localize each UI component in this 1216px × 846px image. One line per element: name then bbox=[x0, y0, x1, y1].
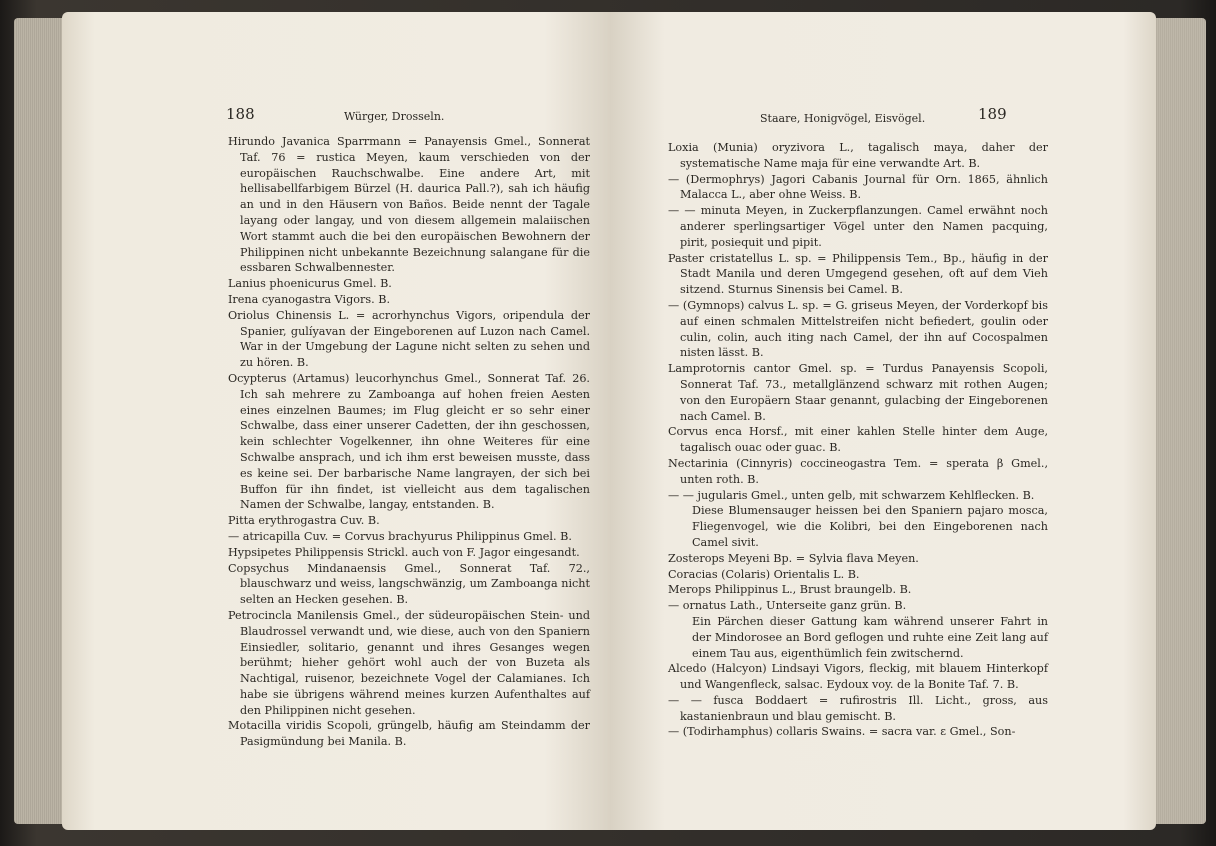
entry: Motacilla viridis Scopoli, grüngelb, häufig am Steindamm der Pasigmündung bei Manila. B. bbox=[228, 719, 590, 749]
page-number-right: 189 bbox=[978, 105, 1007, 123]
page-number-left: 188 bbox=[226, 105, 255, 123]
entry: Alcedo (Halcyon) Lindsayi Vigors, fleckig, mit blauem Hinterkopf und Wangenfleck, salsac. Eydoux voy. de la Bonite Taf. 7. B. bbox=[668, 662, 1048, 692]
entry: Oriolus Chinensis L. = acrorhynchus Vigors, oripendula der Spanier, gulíyavan der Eingeborenen auf Luzon nach Camel. War in der Umgebung der Lagune nicht selten zu sehen und zu hören. B. bbox=[228, 308, 590, 370]
entry: Merops Philippinus L., Brust braungelb. B. bbox=[668, 583, 912, 597]
entry: Ocypterus (Artamus) leucorhynchus Gmel., Sonnerat Taf. 26. Ich sah mehrere zu Zamboanga auf hohen freien Aesten eines einzelnen Baumes; im Flug gleicht er so sehr einer Schwalbe, dass einer unserer Cadetten, der ihn geschossen, kein schlechter Vogelkenner, ihn ohne Weiteres für eine Schwalbe ansprach, und ich ihm erst beweisen musste, dass es keine sei. Der barbarische Name langrayen, der sich bei Buffon für ihn findet, ist vielleicht aus dem tagalischen Namen der Schwalbe, langay, entstanden. B. bbox=[228, 371, 590, 512]
entry: Lanius phoenicurus Gmel. B. bbox=[228, 277, 392, 291]
entry: Coracias (Colaris) Orientalis L. B. bbox=[668, 567, 860, 581]
entry: Hypsipetes Philippensis Strickl. auch von F. Jagor eingesandt. bbox=[228, 545, 580, 559]
entry: Diese Blumensauger heissen bei den Spaniern pajaro mosca, Fliegenvogel, wie die Kolibri, bei den Eingeborenen nach Camel sivit. bbox=[692, 504, 1048, 549]
entry: — — minuta Meyen, in Zuckerpflanzungen. Camel erwähnt noch anderer sperlingsartiger Vögel unter den Namen pacquing, pirit, posiequit und pipit. bbox=[668, 204, 1048, 249]
entry: Petrocincla Manilensis Gmel., der südeuropäischen Stein- und Blaudrossel verwandt und, wie diese, auch von den Spaniern Einsiedler, solitario, genannt und ihres Gesanges wegen berühmt; hieher gehört wohl auch der von Buzeta als Nachtigal, ruisenor, bezeichnete Vogel der Calamianes. Ich habe sie übrigens während meines kurzen Aufenthaltes auf den Philippinen nicht gesehen. bbox=[228, 608, 590, 717]
entry: Copsychus Mindanaensis Gmel., Sonnerat Taf. 72., blauschwarz und weiss, langschwänzig, um Zamboanga nicht selten an Hecken gesehen. B. bbox=[228, 561, 590, 607]
running-header-left: Würger, Drosseln. bbox=[344, 110, 445, 123]
entry: Ein Pärchen dieser Gattung kam während unserer Fahrt in der Mindorosee an Bord geflogen und ruhte eine Zeit lang auf einem Tau aus, eigenthümlich fein zwitschernd. bbox=[692, 614, 1048, 660]
entry: — atricapilla Cuv. = Corvus brachyurus Philippinus Gmel. B. bbox=[228, 529, 572, 543]
entry: — — fusca Boddaert = rufirostris Ill. Licht., gross, aus kastanienbraun und blau gemischt. B. bbox=[668, 693, 1048, 723]
entry: Corvus enca Horsf., mit einer kahlen Stelle hinter dem Auge, tagalisch ouac oder guac. B. bbox=[668, 425, 1048, 455]
entry: — ornatus Lath., Unterseite ganz grün. B. bbox=[668, 599, 907, 613]
right-page-text bbox=[668, 140, 1048, 740]
entry: — — jugularis Gmel., unten gelb, mit schwarzem Kehlflecken. B. bbox=[668, 488, 1035, 502]
running-header-right: Staare, Honigvögel, Eisvögel. bbox=[760, 112, 926, 125]
entry: — (Gymnops) calvus L. sp. = G. griseus Meyen, der Vorderkopf bis auf einen schmalen Mittelstreifen nicht befiedert, goulin oder culin, colin, auch iting nach Camel, der ihn auf Cocospalmen nisten lässt. B. bbox=[668, 298, 1048, 360]
entry: Lamprotornis cantor Gmel. sp. = Turdus Panayensis Scopoli, Sonnerat Taf. 73., metallglänzend schwarz mit rothen Augen; von den Europäern Staar genannt, gulacbing der Eingeborenen nach Camel. B. bbox=[668, 362, 1048, 423]
entry: Hirundo Javanica Sparrmann = Panayensis Gmel., Sonnerat Taf. 76 = rustica Meyen, kaum verschieden von der europäischen Rauchschwalbe. Eine andere Art, mit hellisabellfarbigem Bürzel (H. daurica Pall.?), sah ich häufig an und in den Häusern von Baños. Beide nennt der Tagale layang oder langay, und von diesem allgemein malaiischen Wort stammt auch die bei den europäischen Bewohnern der Philippinen nicht unbekannte Bezeichnung salangane für die essbaren Schwalbennester. bbox=[228, 135, 590, 275]
entry: Paster cristatellus L. sp. = Philippensis Tem., Bp., häufig in der Stadt Manila und deren Umgegend gesehen, oft auf dem Vieh sitzend. Sturnus Sinensis bei Camel. B. bbox=[668, 251, 1048, 297]
page-edges-left bbox=[14, 18, 64, 824]
page-edges-right bbox=[1150, 18, 1206, 824]
right-page bbox=[610, 12, 1156, 830]
entry: Zosterops Meyeni Bp. = Sylvia flava Meyen. bbox=[668, 551, 919, 565]
left-page bbox=[62, 12, 610, 830]
entry: — (Dermophrys) Jagori Cabanis Journal für Orn. 1865, ähnlich Malacca L., aber ohne Weiss. B. bbox=[668, 172, 1048, 202]
entry: Loxia (Munia) oryzivora L., tagalisch maya, daher der systematische Name maja für eine verwandte Art. B. bbox=[668, 141, 1048, 170]
entry: Irena cyanogastra Vigors. B. bbox=[228, 292, 390, 306]
left-page-text bbox=[228, 134, 590, 750]
entry: — (Todirhamphus) collaris Swains. = sacra var. ε Gmel., Son- bbox=[668, 725, 1016, 739]
entry: Nectarinia (Cinnyris) coccineogastra Tem. = sperata β Gmel., unten roth. B. bbox=[668, 456, 1048, 486]
entry: Pitta erythrogastra Cuv. B. bbox=[228, 514, 380, 528]
